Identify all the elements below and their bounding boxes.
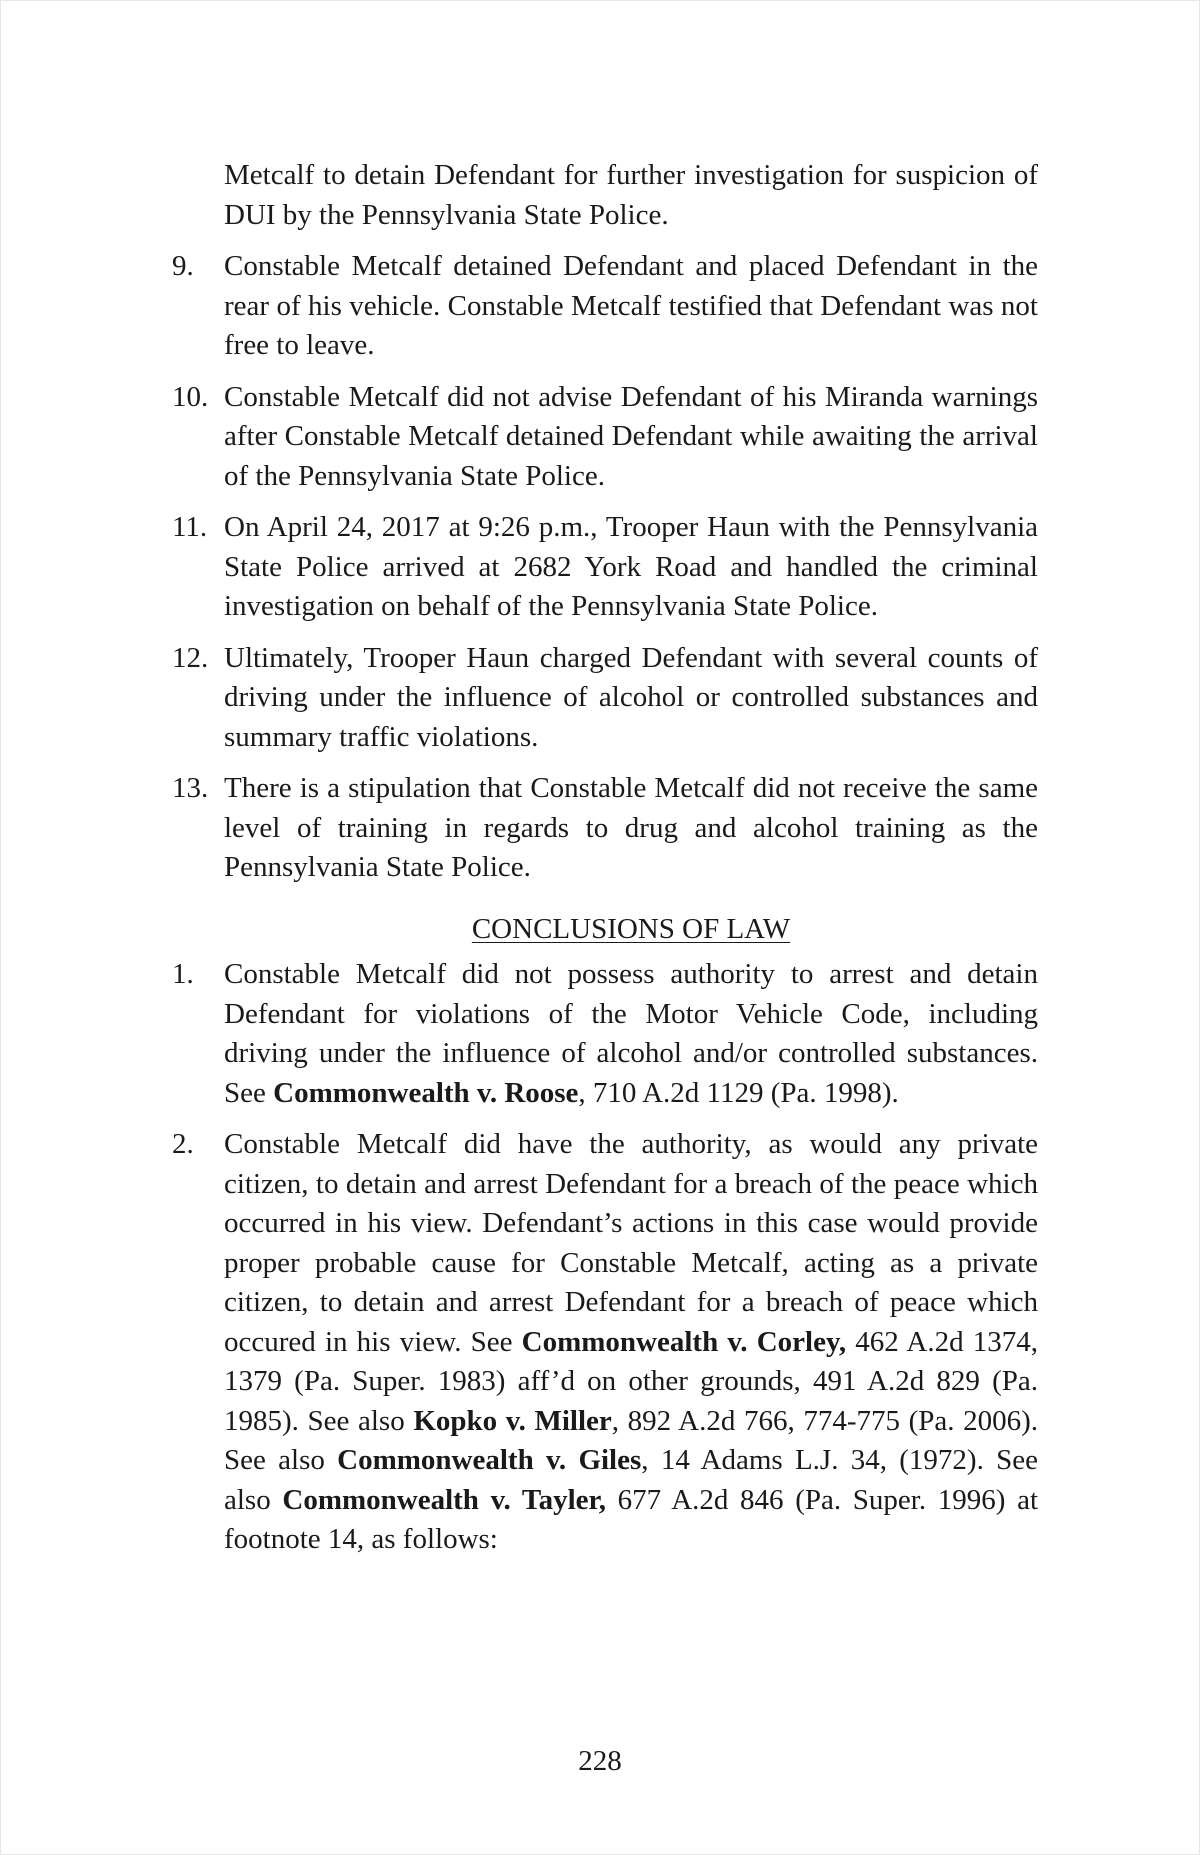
case-citation: Commonwealth v. Corley,: [521, 1325, 847, 1358]
finding-number: 12.: [172, 641, 209, 674]
finding-number: 9.: [172, 250, 194, 282]
finding-number: 13.: [172, 772, 209, 804]
case-citation: Commonwealth v. Roose: [273, 1076, 579, 1109]
finding-text: Constable Metcalf detained Defendant and placed Defendant in the rear of his vehicle. Constable Metcalf testified that Defendant was not free to leave.: [224, 250, 1038, 361]
finding-11: [172, 508, 1038, 627]
conclusion-text: , 892 A.2d 766, 774-775 (Pa. 2006). See also: [224, 1404, 1039, 1476]
conclusion-text: Constable Metcalf did not possess authority to arrest and detain Defendant for violations of the Motor Vehicle Code, including driving under the influence of alcohol and/or controlled substances. See: [224, 958, 1038, 1109]
case-citation: Commonwealth v. Giles: [337, 1444, 642, 1476]
finding-text: There is a stipulation that Constable Metcalf did not receive the same level of training in regards to drug and alcohol training as the Pennsylvania State Police.: [224, 772, 1038, 883]
conclusion-text: 677 A.2d 846 (Pa. Super. 1996) at footnote 14, as follows:: [224, 1483, 1038, 1555]
document-body: [172, 156, 1038, 1572]
finding-9: [172, 247, 1038, 366]
finding-text: Ultimately, Trooper Haun charged Defendant with several counts of driving under the influence of alcohol or controlled substances and summary traffic violations.: [224, 641, 1038, 753]
finding-12: [172, 639, 1038, 758]
finding-10: [172, 378, 1038, 497]
conclusion-text: , 710 A.2d 1129 (Pa. 1998).: [578, 1076, 899, 1109]
conclusion-number: 2.: [172, 1128, 194, 1160]
conclusion-text: 462 A.2d 1374, 1379 (Pa. Super. 1983) aff’d on other grounds, 491 A.2d 829 (Pa. 1985). See also: [224, 1325, 1038, 1437]
conclusion-1: [172, 955, 1038, 1113]
finding-number: 10.: [172, 380, 209, 413]
conclusion-number: 1.: [172, 958, 194, 990]
conclusion-text: , 14 Adams L.J. 34, (1972). See also: [224, 1444, 1038, 1516]
finding-text: Constable Metcalf did not advise Defendant of his Miranda warnings after Constable Metcalf detained Defendant while awaiting the arrival of the Pennsylvania State Police.: [224, 380, 1038, 492]
section-heading: CONCLUSIONS OF LAW: [471, 912, 791, 945]
case-citation: Commonwealth v. Tayler,: [282, 1483, 606, 1516]
finding-13: [172, 769, 1038, 888]
case-citation: Kopko v. Miller: [413, 1404, 612, 1437]
conclusion-2: [172, 1125, 1038, 1560]
conclusion-text: Constable Metcalf did have the authority, as would any private citizen, to detain and arrest Defendant for a breach of the peace which occurred in his view. Defendant’s actions in this case would provide proper probable cause for Constable Metcalf, acting as a private citizen, to detain and arrest Defendant for a breach of peace which occured in his view. See: [224, 1128, 1038, 1358]
finding-text: On April 24, 2017 at 9:26 p.m., Trooper Haun with the Pennsylvania State Police arrived at 2682 York Road and handled the criminal investigation on behalf of the Pennsylvania State Police.: [224, 511, 1038, 622]
continued-paragraph: [172, 156, 1038, 235]
page-number: 228: [578, 1745, 622, 1777]
finding-number: 11.: [172, 511, 208, 543]
continued-text: Metcalf to detain Defendant for further investigation for suspicion of DUI by the Pennsylvania State Police.: [224, 159, 1038, 231]
